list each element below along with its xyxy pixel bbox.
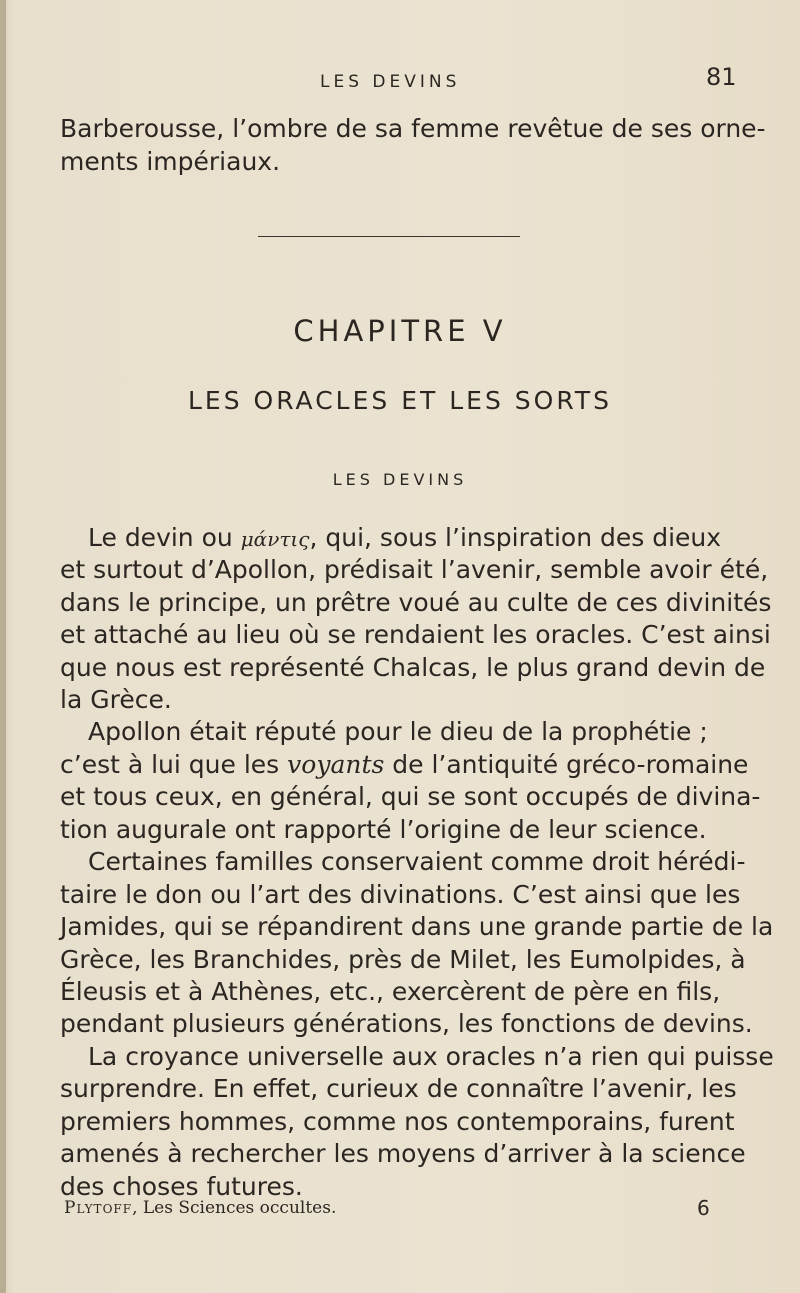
- page-number: 81: [706, 63, 737, 91]
- paragraph-line: La croyance universelle aux oracles n’a rien qui puisse: [88, 1042, 774, 1071]
- continuation-line: ments impériaux.: [60, 147, 281, 176]
- paragraph-line: des choses futures.: [60, 1172, 303, 1201]
- paragraph-line: la Grèce.: [60, 685, 172, 714]
- paragraph-line: Grèce, les Branchides, près de Milet, les Eumolpides, à: [60, 945, 746, 974]
- paragraph-line: premiers hommes, comme nos contemporains, furent: [60, 1107, 735, 1136]
- paragraph-line: et attaché au lieu où se rendaient les oracles. C’est ainsi: [60, 620, 771, 649]
- paragraph-line: pendant plusieurs générations, les fonctions de devins.: [60, 1009, 753, 1038]
- paragraph-line: Éleusis et à Athènes, etc., exercèrent de père en fils,: [60, 977, 721, 1006]
- paragraph-line: taire le don ou l’art des divinations. C’est ainsi que les: [60, 880, 741, 909]
- greek-word: μάντις: [240, 527, 310, 551]
- paragraph-line: dans le principe, un prêtre voué au culte de ces divinités: [60, 588, 772, 617]
- paragraph-line: Jamides, qui se répandirent dans une grande partie de la: [60, 912, 774, 941]
- italic-word: voyants: [287, 750, 385, 779]
- page-edge: [0, 0, 6, 1293]
- section-heading: LES DEVINS: [332, 470, 468, 489]
- signature-mark: 6: [697, 1196, 710, 1220]
- paragraph-line: Apollon était réputé pour le dieu de la prophétie ;: [88, 717, 708, 746]
- paragraph-line: que nous est représenté Chalcas, le plus grand devin de: [60, 653, 766, 682]
- text-run: Le devin ou: [88, 523, 241, 552]
- continuation-line: Barberousse, l’ombre de sa femme revêtue de ses orne-: [60, 114, 766, 143]
- footer-citation: [64, 1198, 336, 1218]
- paragraph-line: tion augurale ont rapporté l’origine de leur science.: [60, 815, 707, 844]
- paragraph-line: [60, 749, 749, 782]
- paragraph-line: et surtout d’Apollon, prédisait l’avenir, semble avoir été,: [60, 555, 769, 584]
- paragraph-line: [88, 522, 740, 556]
- paragraph-line: Certaines familles conservaient comme droit hérédi-: [88, 847, 746, 876]
- footer-title: , Les Sciences occultes.: [132, 1198, 337, 1218]
- chapter-title: CHAPITRE V: [293, 314, 507, 348]
- paragraph-line: amenés à rechercher les moyens d’arriver à la science: [60, 1139, 746, 1168]
- running-head: LES DEVINS: [320, 72, 461, 92]
- footer-author: Plytoff: [64, 1198, 133, 1218]
- text-run: c’est à lui que les: [60, 750, 288, 779]
- chapter-subtitle: LES ORACLES ET LES SORTS: [187, 386, 613, 415]
- section-divider: [258, 236, 520, 237]
- paragraph-line: et tous ceux, en général, qui se sont occupés de divina-: [60, 782, 761, 811]
- paragraph-line: surprendre. En effet, curieux de connaître l’avenir, les: [60, 1074, 737, 1103]
- text-run: de l’antiquité gréco-romaine: [384, 750, 749, 779]
- text-run: , qui, sous l’inspiration des dieux: [309, 523, 722, 552]
